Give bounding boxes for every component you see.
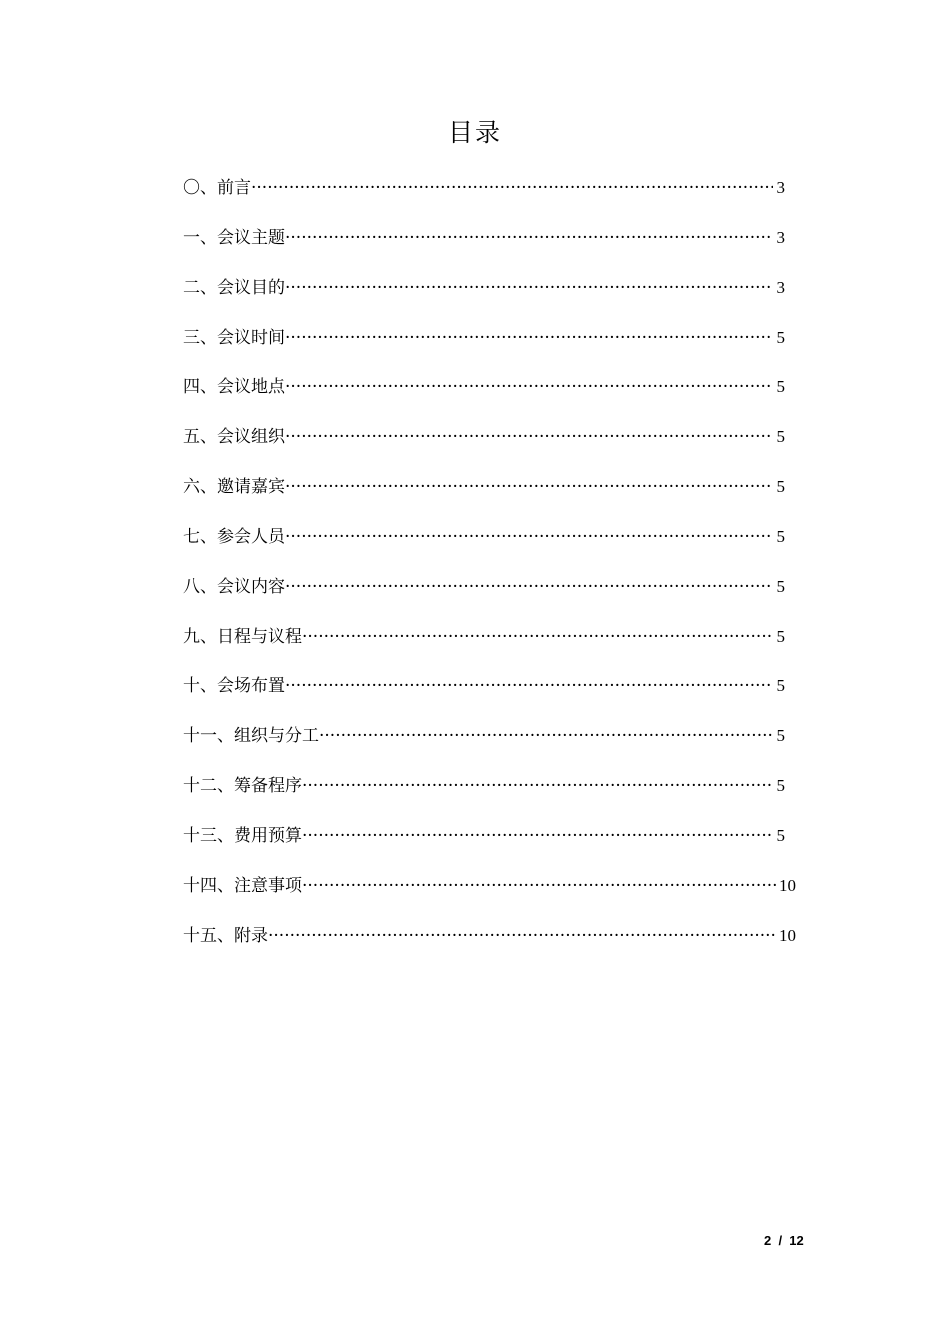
toc-entry[interactable] bbox=[183, 220, 796, 270]
toc-entry-page: 5 bbox=[776, 477, 785, 497]
toc-dot-leader bbox=[285, 668, 773, 704]
toc-entry-label: 十四、注意事项 bbox=[183, 875, 302, 896]
toc-entry-label: 九、日程与议程 bbox=[183, 626, 302, 647]
toc-entry[interactable] bbox=[183, 270, 796, 320]
toc-dot-leader bbox=[268, 918, 777, 954]
toc-dot-leader bbox=[285, 320, 773, 356]
toc-entry-label: 十五、附录 bbox=[183, 925, 268, 946]
toc-dot-leader bbox=[285, 519, 773, 555]
toc-dot-leader bbox=[302, 768, 773, 804]
toc-entry-page: 5 bbox=[776, 726, 785, 746]
toc-entry-page: 5 bbox=[776, 327, 785, 347]
toc-entry-label: 十二、筹备程序 bbox=[183, 776, 302, 797]
toc-entry-page: 10 bbox=[779, 875, 796, 895]
toc-entry-label: 〇、前言 bbox=[183, 178, 251, 198]
toc-dot-leader bbox=[285, 220, 773, 256]
toc-entry-page: 5 bbox=[776, 676, 785, 696]
toc-entry[interactable] bbox=[183, 369, 796, 419]
toc-dot-leader bbox=[285, 419, 773, 455]
toc-entry-page: 5 bbox=[776, 626, 785, 646]
toc-entry[interactable] bbox=[183, 320, 796, 370]
toc-entry-label: 十三、费用预算 bbox=[183, 825, 302, 846]
toc-entry[interactable] bbox=[183, 170, 796, 220]
toc-entry[interactable] bbox=[183, 868, 796, 918]
toc-entry[interactable] bbox=[183, 619, 796, 669]
toc-entry[interactable] bbox=[183, 519, 796, 569]
toc-entry[interactable] bbox=[183, 419, 796, 469]
toc-dot-leader bbox=[302, 868, 777, 904]
toc-entry[interactable] bbox=[183, 718, 796, 768]
toc-entry[interactable] bbox=[183, 569, 796, 619]
toc-entry[interactable] bbox=[183, 469, 796, 519]
toc-entry-label: 五、会议组织 bbox=[183, 427, 285, 448]
toc-entry-page: 5 bbox=[776, 825, 785, 845]
toc-dot-leader bbox=[285, 369, 773, 405]
toc-dot-leader bbox=[285, 569, 773, 605]
toc-list bbox=[183, 170, 796, 968]
toc-entry[interactable] bbox=[183, 768, 796, 818]
toc-entry-label: 七、参会人员 bbox=[183, 526, 285, 547]
toc-entry-label: 十一、组织与分工 bbox=[183, 726, 319, 747]
toc-entry-label: 四、会议地点 bbox=[183, 377, 285, 398]
toc-entry-page: 3 bbox=[776, 277, 785, 297]
toc-entry-page: 3 bbox=[776, 178, 785, 197]
toc-entry-label: 一、会议主题 bbox=[183, 227, 285, 248]
page-number: 2 / 12 bbox=[764, 1233, 804, 1248]
toc-entry-page: 5 bbox=[776, 576, 785, 596]
toc-entry-page: 5 bbox=[776, 776, 785, 796]
toc-entry-label: 八、会议内容 bbox=[183, 576, 285, 597]
toc-entry-page: 5 bbox=[776, 427, 785, 447]
toc-title: 目录 bbox=[447, 118, 502, 147]
toc-entry-label: 三、会议时间 bbox=[183, 327, 285, 348]
toc-dot-leader bbox=[302, 619, 773, 655]
toc-entry-page: 10 bbox=[779, 925, 796, 945]
toc-entry-page: 3 bbox=[776, 227, 785, 247]
toc-dot-leader bbox=[251, 170, 773, 206]
toc-dot-leader bbox=[302, 818, 773, 854]
toc-entry-label: 二、会议目的 bbox=[183, 277, 285, 298]
toc-dot-leader bbox=[285, 469, 773, 505]
toc-entry[interactable] bbox=[183, 668, 796, 718]
toc-dot-leader bbox=[285, 270, 773, 306]
toc-entry[interactable] bbox=[183, 918, 796, 968]
toc-entry[interactable] bbox=[183, 818, 796, 868]
toc-entry-label: 六、邀请嘉宾 bbox=[183, 477, 285, 498]
toc-entry-page: 5 bbox=[776, 377, 785, 397]
toc-entry-page: 5 bbox=[776, 526, 785, 546]
toc-dot-leader bbox=[319, 718, 773, 754]
toc-entry-label: 十、会场布置 bbox=[183, 676, 285, 697]
